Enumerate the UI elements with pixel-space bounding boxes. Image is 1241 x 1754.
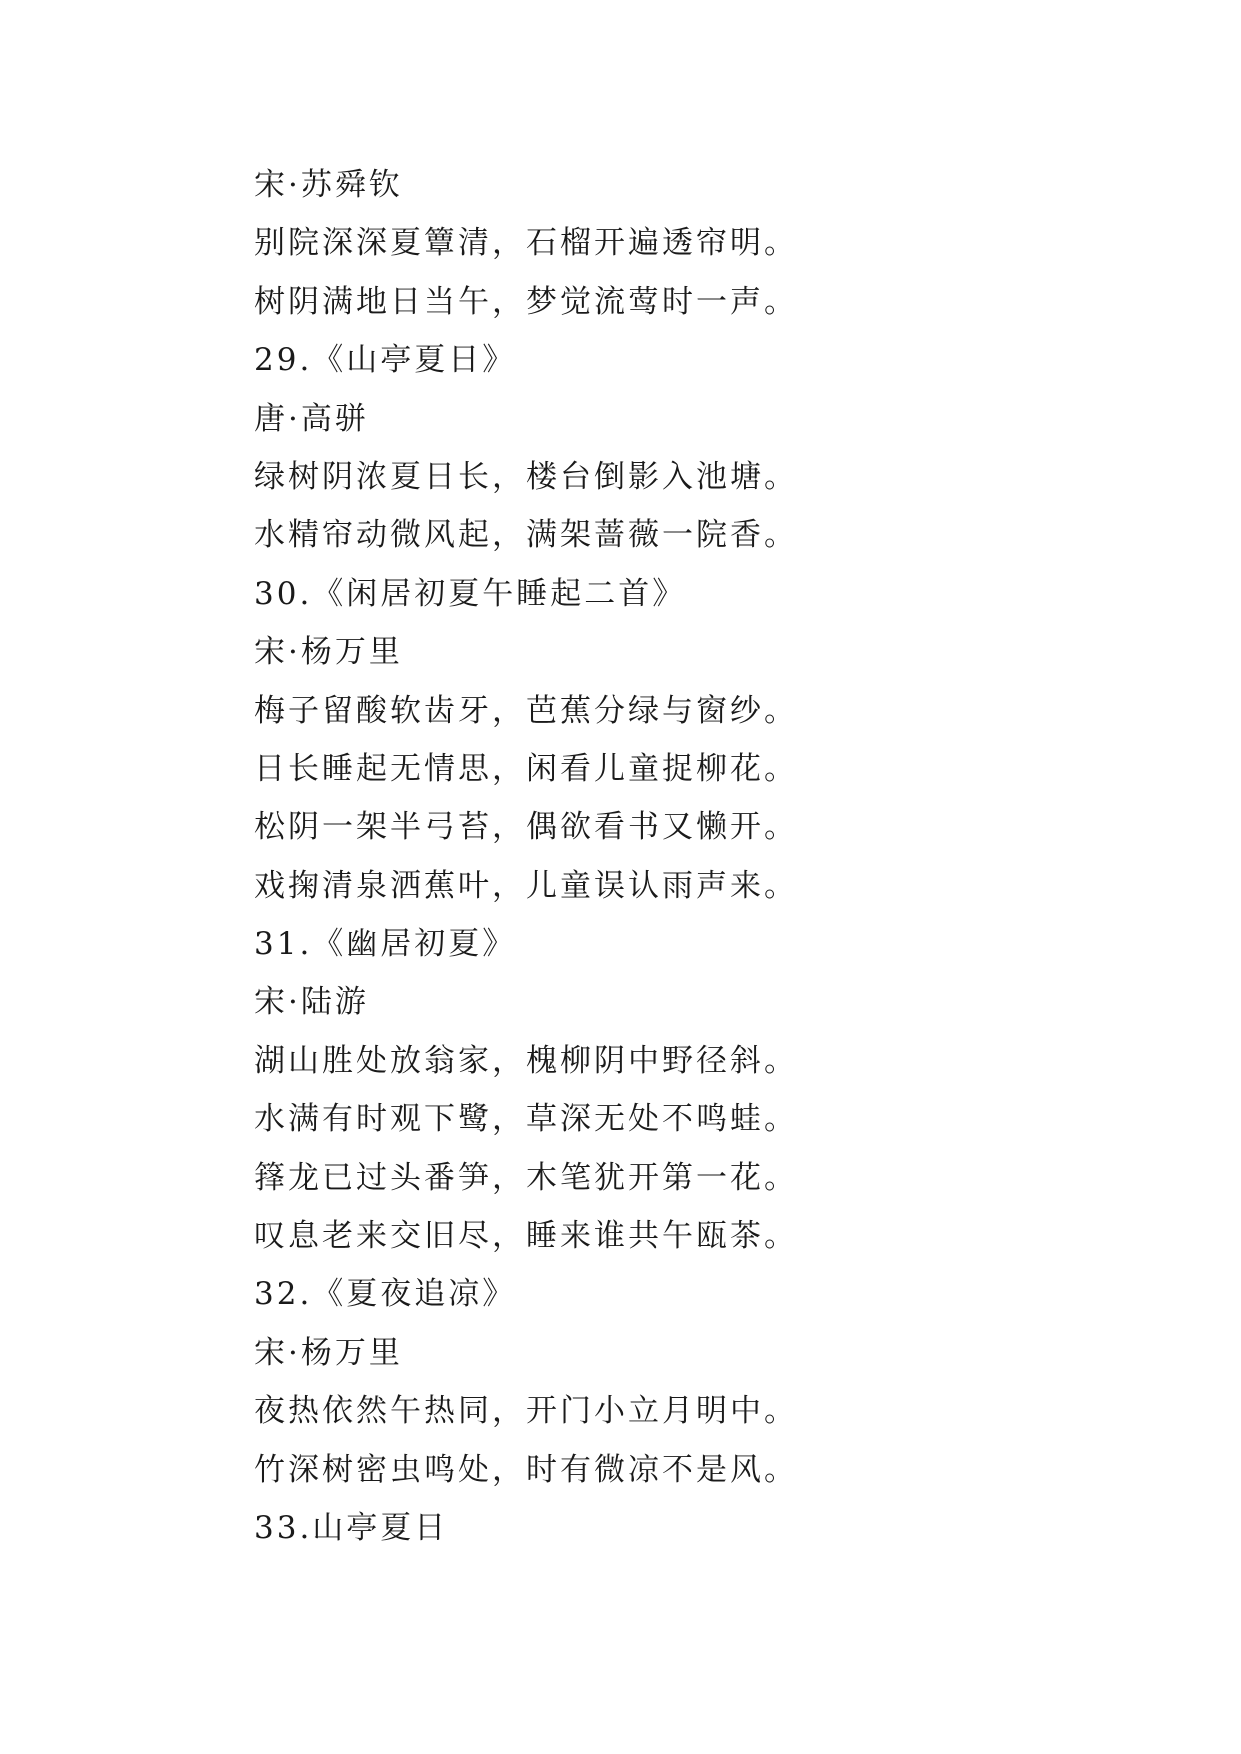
verse-line: 叹息老来交旧尽，睡来谁共午瓯茶。 xyxy=(254,1218,798,1255)
verse-line: 绿树阴浓夏日长，楼台倒影入池塘。 xyxy=(254,458,798,495)
verse-line: 松阴一架半弓苔，偶欲看书又懒开。 xyxy=(254,809,798,846)
poem-title: 33.山亭夏日 xyxy=(254,1509,449,1546)
verse-line: 水满有时观下鹭，草深无处不鸣蛙。 xyxy=(254,1101,798,1138)
poem-title: 29.《山亭夏日》 xyxy=(254,342,517,379)
verse-line: 竹深树密虫鸣处，时有微凉不是风。 xyxy=(254,1451,798,1488)
author-line: 唐·高骈 xyxy=(254,400,369,437)
verse-line: 水精帘动微风起，满架蔷薇一院香。 xyxy=(254,517,798,554)
author-line: 宋·陆游 xyxy=(254,984,369,1021)
verse-line: 箨龙已过头番笋，木笔犹开第一花。 xyxy=(254,1159,798,1196)
poem-title: 31.《幽居初夏》 xyxy=(254,926,517,963)
verse-line: 梅子留酸软齿牙，芭蕉分绿与窗纱。 xyxy=(254,692,798,729)
verse-line: 戏掬清泉洒蕉叶，儿童误认雨声来。 xyxy=(254,867,798,904)
poem-title: 32.《夏夜追凉》 xyxy=(254,1276,517,1313)
author-line: 宋·杨万里 xyxy=(254,634,403,671)
author-line: 宋·杨万里 xyxy=(254,1334,403,1371)
poem-text-block xyxy=(254,156,798,1557)
verse-line: 湖山胜处放翁家，槐柳阴中野径斜。 xyxy=(254,1042,798,1079)
verse-line: 夜热依然午热同，开门小立月明中。 xyxy=(254,1393,798,1430)
verse-line: 别院深深夏簟清，石榴开遍透帘明。 xyxy=(254,225,798,262)
verse-line: 日长睡起无情思，闲看儿童捉柳花。 xyxy=(254,750,798,787)
poem-title: 30.《闲居初夏午睡起二首》 xyxy=(254,575,687,612)
author-line: 宋·苏舜钦 xyxy=(254,167,403,203)
verse-line: 树阴满地日当午，梦觉流莺时一声。 xyxy=(254,283,798,320)
